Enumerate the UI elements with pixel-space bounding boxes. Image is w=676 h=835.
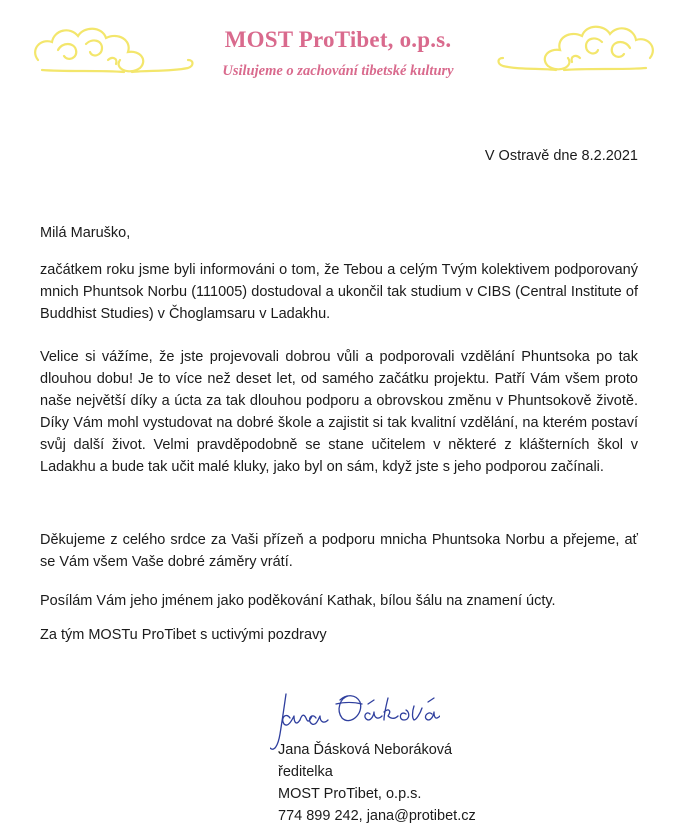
signer-contact: 774 899 242, jana@protibet.cz [278,808,476,824]
organization-name: MOST ProTibet, o.p.s. [224,27,452,52]
signer-organization: MOST ProTibet, o.p.s. [278,786,422,802]
paragraph-1: začátkem roku jsme byli informováni o tom, že Tebou a celým Tvým kolektivem podporovaný mnich Phuntsok Norbu (111005) dostudoval a ukončil tak studium v CIBS (Central Institute of Buddhist Studies) v Čhoglamsaru v Ladakhu. [40,262,638,322]
salutation: Milá Maruško, [40,225,131,241]
letterhead [0,0,676,100]
signature-block [278,739,476,827]
paragraph-2: Velice si vážíme, že jste projevovali dobrou vůli a podporovali vzdělání Phuntsoka po tak dlouhou dobu! Je to více než deset let, od samého začátku projektu. Patří Vám všem proto naše největší díky a úcta za tak dlouhou podporu a obrovskou změnu v Phuntsokově životě. Díky Vám mohl vystudovat na dobré škole a zajistit si tak kvalitní vzdělání, na kterém postaví svůj další život. Velmi pravděpodobně se stane učitelem v některé z klášterních škol v Ladakhu a bude tak učit malé kluky, jako byl on sám, když jste s jeho podporou začínali. [40,349,638,475]
paragraph-4: Posílám Vám jeho jménem jako poděkování Kathak, bílou šálu na znamení úcty. [40,593,556,609]
organization-slogan: Usilujeme o zachování tibetské kultury [222,63,454,79]
signer-title: ředitelka [278,764,333,780]
paragraph-3: Děkujeme z celého srdce za Vaši přízeň a podporu mnicha Phuntsoka Norbu a přejeme, ať se Vám všem Vaše dobré záměry vrátí. [40,532,638,570]
signer-name: Jana Ďásková Neboráková [278,742,453,758]
closing-line: Za tým MOSTu ProTibet s uctivými pozdravy [40,627,327,643]
place-date: V Ostravě dne 8.2.2021 [484,148,638,164]
